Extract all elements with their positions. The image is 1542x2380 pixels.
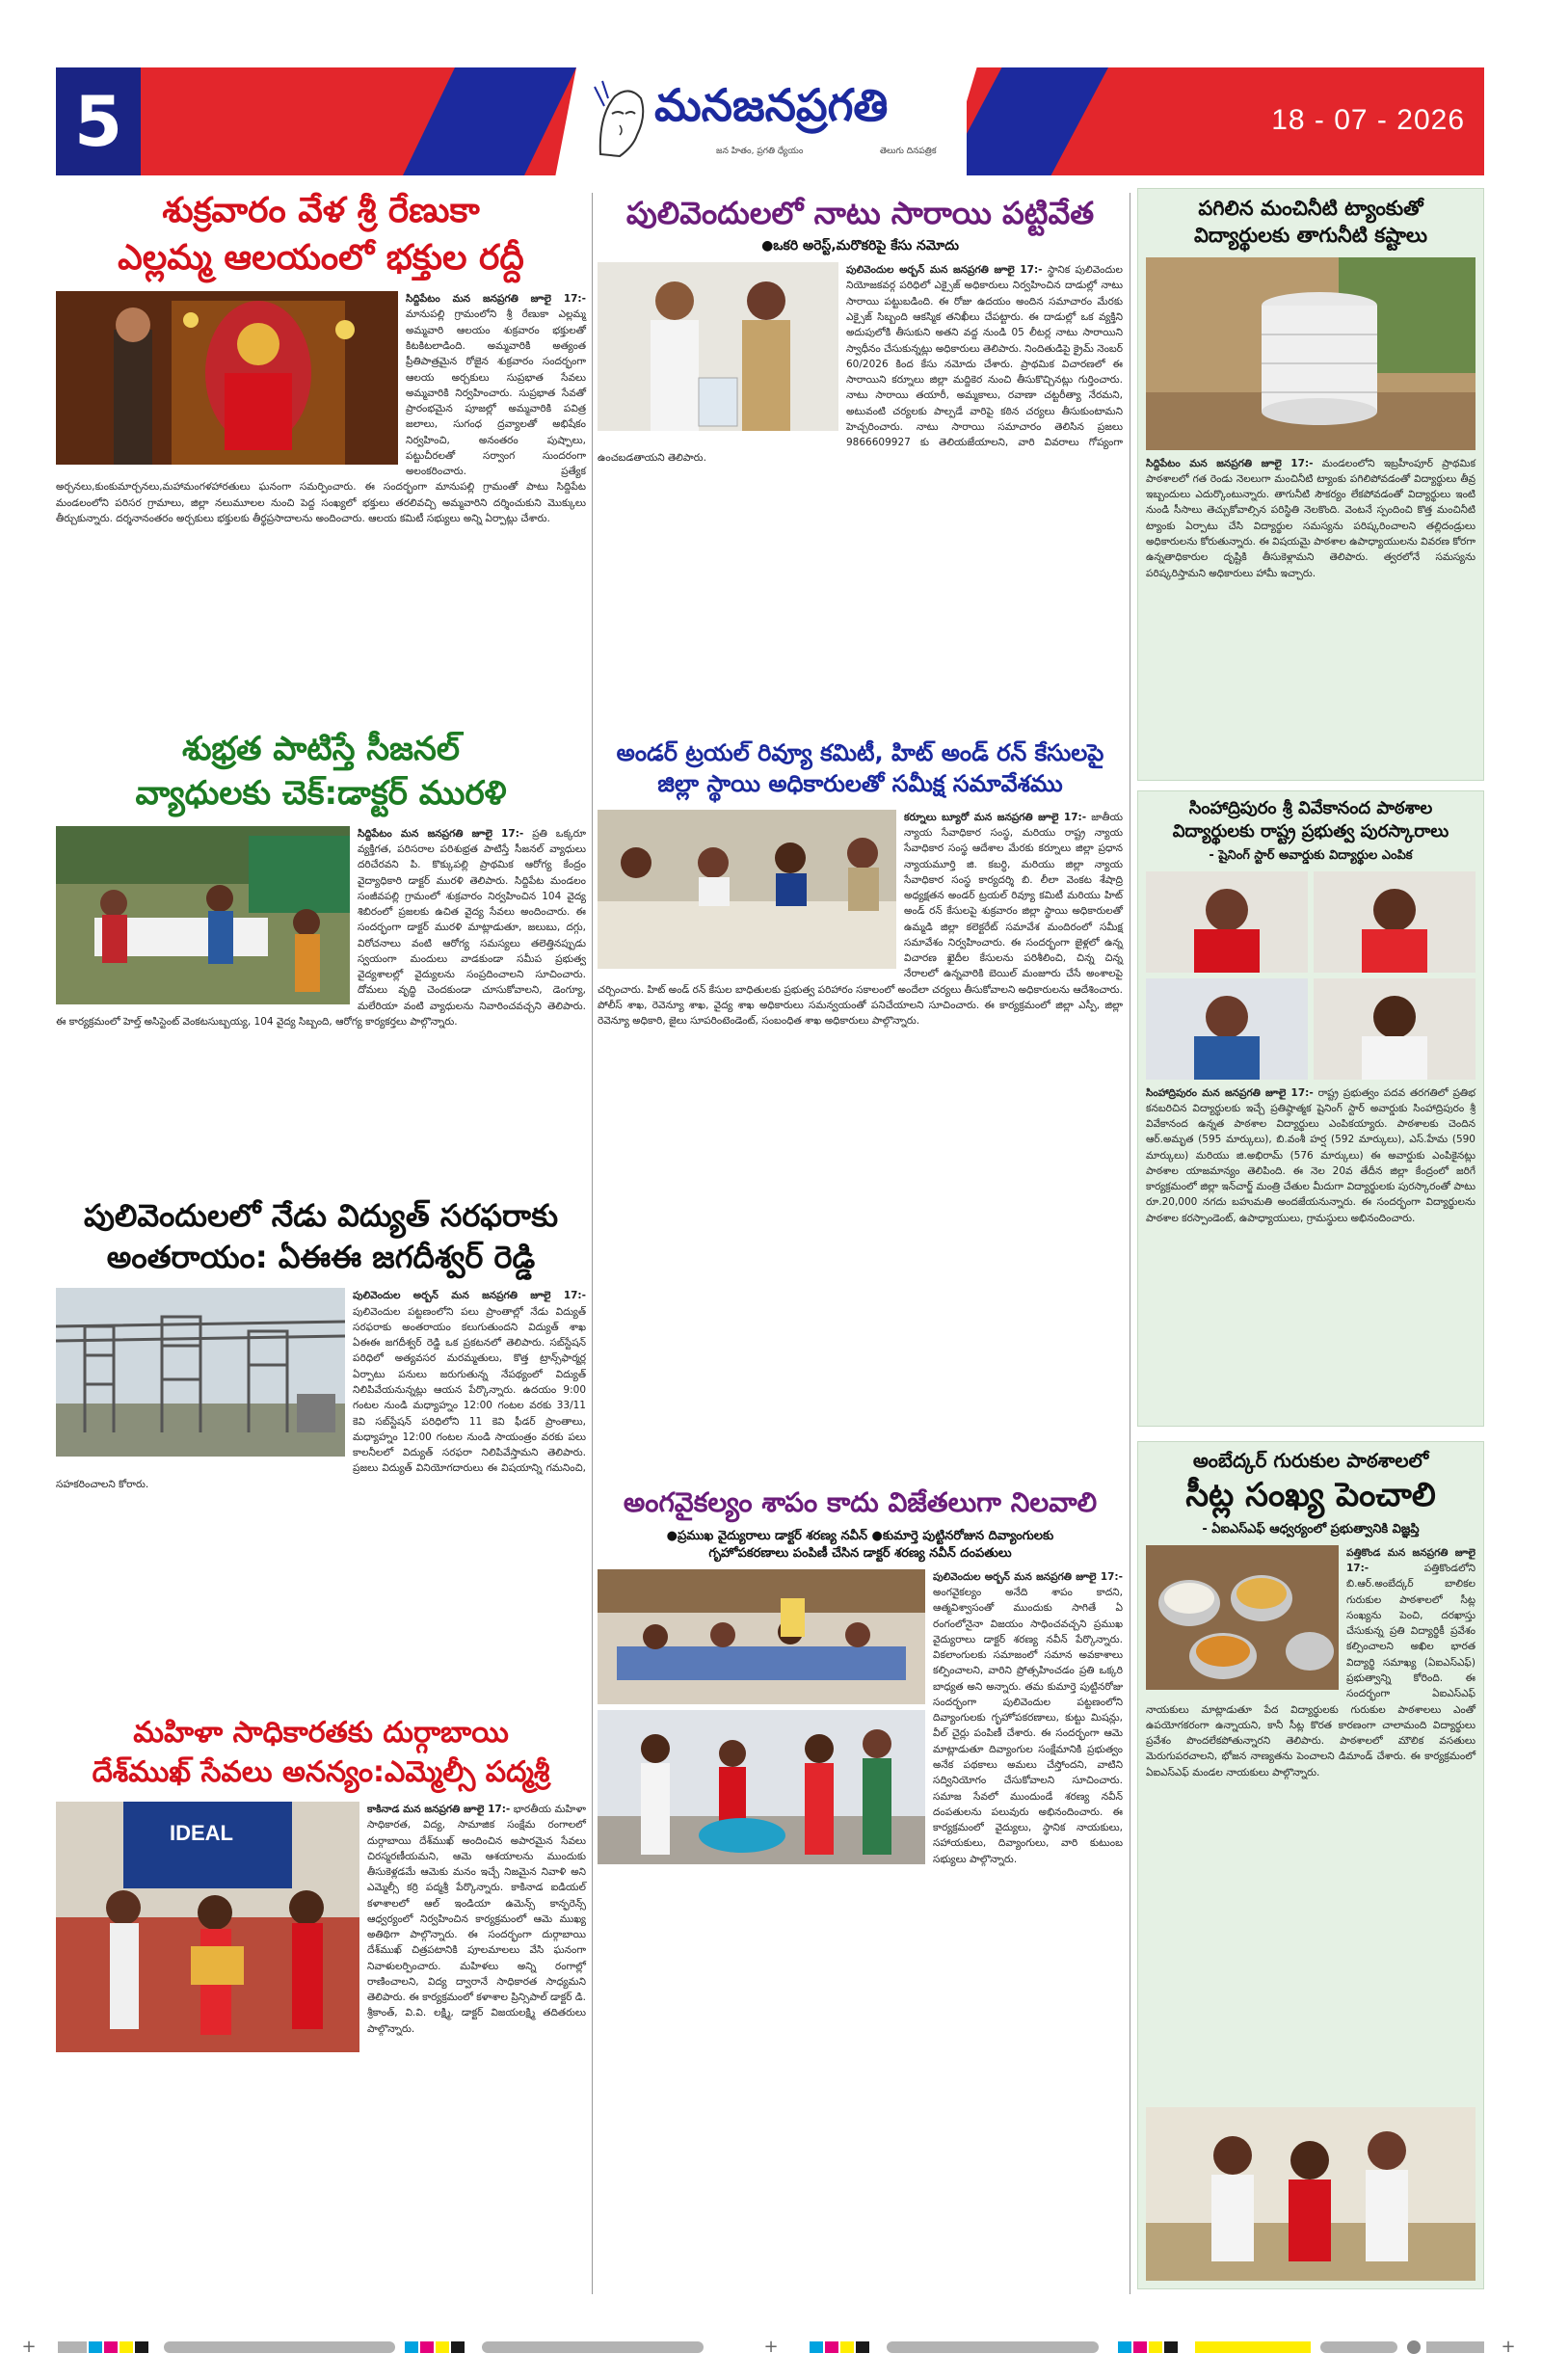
color-swatch — [405, 2341, 418, 2353]
headline — [56, 1195, 586, 1278]
student-photo — [1146, 871, 1308, 973]
masthead — [56, 67, 1484, 175]
issue-date: 18 - 07 - 2026 — [1271, 104, 1465, 136]
story-review-committee — [598, 737, 1123, 1030]
student-photo — [1314, 871, 1476, 973]
headline-line: అంబేద్కర్ గురుకుల పాఠశాలలో — [1192, 1449, 1429, 1472]
student-photo — [1314, 978, 1476, 1080]
power-substation-photo — [56, 1288, 345, 1457]
headline-line: దేశ్‌ముఖ్ సేవలు అనన్యం:ఎమ్మెల్సీ పద్మశ్రీ — [92, 1754, 550, 1789]
color-swatch — [482, 2341, 704, 2353]
event-hall-art — [598, 1569, 925, 1704]
story-text — [1146, 456, 1476, 581]
color-swatch — [120, 2341, 133, 2353]
story-liquor-seizure — [598, 193, 1123, 467]
review-meeting-photo — [598, 810, 896, 969]
dateline: కాకినాడ మన జనప్రగతి జూలై 17:- — [367, 1804, 511, 1815]
subheadline: - ఏఐఎస్ఎఫ్ ఆధ్వర్యంలో ప్రభుత్వానికి విజ్ఞప్తి — [1202, 1521, 1420, 1537]
headline-line: అండర్ ట్రయల్ రివ్యూ కమిటీ, హిట్ అండ్ రన్ కేసులపై — [616, 739, 1104, 766]
temple-photo-art — [56, 291, 398, 465]
color-swatch — [1164, 2341, 1178, 2353]
dateline: సిద్దిపేటం మన జనప్రగతి జూలై 17:- — [358, 827, 524, 840]
headline-line: జిల్లా స్థాయి అధికారులతో సమీక్ష సమావేశము — [657, 770, 1063, 798]
color-swatch — [1118, 2341, 1131, 2353]
health-camp-art — [56, 826, 350, 1004]
story-body-text: మానుపల్లి గ్రామంలోని శ్రీ రేణుకా ఎల్లమ్మ అమ్మవారి ఆలయం శుక్రవారం భక్తులతో కిటకిటలాడింది. అమ్మవారికి అత్యంత ప్రీతిపాత్రమైన రోజైన శుక్రవారం సందర్భంగా ఆలయ అర్చకులు సుప్రభాత సేవలు అమ్మవారికి నిర్వహించారు. సుప్రభాత సేవతో ప్రారంభమైన పూజల్లో అమ్మవారికి పవిత్ర జలాలు, సుగంధ ద్రవ్యాలతో అభిషేకం నిర్వహించి, అనంతరం పుష్పాలు, పట్టుచీరలతో సర్వాంగ సుందరంగా అలంకరించారు. ప్రత్యేక అర్చనలు,కుంకుమార్చనలు,మహామంగళహారతులు ఘనంగా సమర్పించారు. ఈ సందర్భంగా మానుపల్లి గ్రామంతో పాటు సిద్దిపేట మండలంలోని పరిసర గ్రామాలు, జిల్లా నలుమూలల నుంచి పెద్ద సంఖ్యలో భక్తులు తరలివచ్చి అమ్మవారిని దర్శించుకుని మొక్కులు తీర్చుకున్నారు. దర్శనానంతరం అర్చకులు భక్తులకు తీర్థప్రసాదాలను అందించారు. ఆలయ కమిటీ సభ్యులు అన్ని ఏర్పాట్లు చేశారు. — [56, 308, 586, 524]
story-power-outage — [56, 1195, 586, 1492]
headline-line: సీట్ల సంఖ్య పెంచాలి — [1185, 1476, 1436, 1514]
story-body-text: రాష్ట్ర ప్రభుత్వం పదవ తరగతిలో ప్రతిభ కనబరిచిన విద్యార్థులకు ఇచ్చే ప్రతిష్ఠాత్మక షైనింగ్ స్టార్ అవార్డుకు సింహాద్రిపురం శ్రీ వివేకానంద ఉన్నత పాఠశాల విద్యార్థులు ఎంపికయ్యారు. పాఠశాలకు చెందిన ఆర్.అమృత (595 మార్కులు), బి.వంశీ హర్ష (592 మార్కులు), ఎస్.హేమ (590 మార్కులు) మరియు జి.అభిరామ్ (576 మార్కులు) ఈ అవార్డుకు ఎంపికైనట్లు పాఠశాల యాజమాన్యం తెలిపింది. ఈ నెల 20వ తేదీన జిల్లా కేంద్రంలో జరిగే కార్యక్రమంలో జిల్లా ఇన్‌చార్జ్ మంత్రి చేతుల మీదుగా విద్యార్థులకు పురస్కారంతో పాటు రూ.20,000 నగదు బహుమతి అందజేయనున్నారు. ఈ సందర్భంగా విద్యార్థులను పాఠశాల కరస్పాండెంట్, ఉపాధ్యాయులు, గ్రామస్థులు అభినందించారు. — [1146, 1086, 1476, 1224]
color-swatch — [89, 2341, 102, 2353]
dateline: పులివెందుల అర్బన్ మన జనప్రగతి జూలై 17:- — [933, 1570, 1123, 1583]
dining-art — [1146, 2107, 1476, 2281]
story-body — [56, 291, 586, 526]
newspaper-tagline: జన హితం, ప్రగతి ధ్యేయం — [716, 147, 804, 156]
headline: అంగవైకల్యం శాపం కాదు విజేతలుగా నిలవాలి — [623, 1486, 1098, 1518]
headline — [1146, 195, 1476, 250]
color-swatch — [135, 2341, 148, 2353]
water-tank-photo — [1146, 257, 1476, 450]
color-swatch — [1133, 2341, 1147, 2353]
headline-line: మహిళా సాధికారతకు దుర్గాబాయి — [133, 1716, 509, 1750]
page-number: 5 — [56, 67, 141, 175]
headline — [56, 188, 586, 281]
story-gurukul-seats — [1137, 1441, 1484, 2289]
color-swatch — [420, 2341, 434, 2353]
health-camp-photo — [56, 826, 350, 1004]
color-swatch — [1149, 2341, 1162, 2353]
story-body-text: జాతీయ న్యాయ సేవాధికార సంస్థ, మరియు రాష్ట్ర న్యాయ సేవాధికార సంస్థ ఆదేశాల మేరకు కర్నూలు జిల్లా ప్రధాన న్యాయమూర్తి జి. కబర్ధి, మరియు జిల్లా న్యాయ సేవాధికార సంస్థ కార్యదర్శి బి. లీలా వెంకట శేషాద్రి అధ్యక్షతన అండర్ ట్రయల్ రివ్యూ కమిటీ మరియు హిట్ అండ్ రన్ కేసులపై శుక్రవారం జిల్లా స్థాయి అధికారులతో ఉమ్మడి జిల్లా కలెక్టరేట్ సమావేశ మందిరంలో సమీక్ష సమావేశం నిర్వహించారు. ఈ సందర్భంగా జైళ్లలో ఉన్న విచారణ ఖైదీల కేసులను పరిశీలించి, చిన్న చిన్న నేరాలలో ఉన్నవారికి బెయిల్ మంజూరు చేసే అంశాలపై చర్చించారు. హిట్ అండ్ రన్ కేసుల బాధితులకు ప్రభుత్వ పరిహారం సకాలంలో అందేలా చర్యలు తీసుకోవాలని అధికారులను ఆదేశించారు. పోలీస్ శాఖ, రెవెన్యూ శాఖ, వైద్య శాఖ అధికారులు సమన్వయంతో పనిచేయాలని సూచించారు. ఈ కార్యక్రమంలో జిల్లా ఎస్పీ, జిల్లా రెవెన్యూ అధికారి, జైలు సూపరింటెండెంట్, సంబంధిత శాఖ అధికారులు పాల్గొన్నారు. — [598, 811, 1123, 1028]
event-hall-photo — [598, 1569, 925, 1704]
dateline: పత్తికొండ మన జనప్రగతి జూలై 17:- — [1346, 1546, 1476, 1575]
color-swatch — [1195, 2341, 1311, 2353]
dateline: పులివెందుల అర్బన్ మన జనప్రగతి జూలై 17:- — [846, 264, 1043, 277]
masthead-blue-stripe — [403, 67, 576, 175]
print-registration-bar — [19, 2338, 1523, 2357]
headline-line: శుక్రవారం వేళ శ్రీ రేణుకా — [162, 191, 480, 230]
headline — [1146, 1448, 1476, 1518]
story-durgabai-deshmukh — [56, 1714, 586, 2056]
dateline: పులివెందుల అర్బన్ మన జనప్రగతి జూలై 17:- — [353, 1290, 586, 1302]
headline-line: అంతరాయం: ఏఈఈ జగదీశ్వర్ రెడ్డి — [106, 1239, 536, 1276]
headline-line: పగిలిన మంచినీటి ట్యాంకుతో — [1198, 197, 1423, 220]
color-swatch — [887, 2341, 1099, 2353]
story-text — [1146, 1085, 1476, 1226]
arrest-art — [598, 262, 838, 431]
story-temple-crowd — [56, 188, 586, 526]
substation-art — [56, 1288, 345, 1457]
story-disability-not-curse — [598, 1484, 1123, 1868]
newspaper-logo — [591, 67, 967, 175]
meeting-art — [598, 810, 896, 969]
color-swatch — [1426, 2341, 1484, 2353]
newspaper-tagline-secondary: తెలుగు దినపత్రిక — [880, 147, 937, 156]
story-student-awards — [1137, 790, 1484, 1427]
story-body — [1146, 1545, 1476, 1780]
headline-line: ఎల్లమ్మ ఆలయంలో భక్తుల రద్దీ — [118, 237, 524, 278]
student-photo-grid — [1146, 871, 1476, 1080]
color-swatch — [436, 2341, 449, 2353]
food-vessels-art — [1146, 1545, 1339, 1690]
registration-dot-icon — [1407, 2340, 1421, 2354]
headline-line: వ్యాధులకు చెక్:డాక్టర్ మురళి — [135, 773, 507, 813]
excise-arrest-photo — [598, 262, 838, 431]
temple-deity-photo — [56, 291, 398, 465]
dateline: సిద్దిపేటం మన జనప్రగతి జూలై 17:- — [406, 293, 586, 306]
story-broken-water-tank — [1137, 188, 1484, 781]
registration-mark-icon: + — [1501, 2337, 1516, 2357]
story-body — [56, 826, 586, 1030]
story-body-text: పులివెందుల పట్టణంలోని పలు ప్రాంతాల్లో నేడు విద్యుత్ సరఫరాకు అంతరాయం కలుగుతుందని విద్యుత్ శాఖ ఏఈఈ జగదీశ్వర్ రెడ్డి ఒక ప్రకటనలో తెలిపారు. సబ్‌స్టేషన్ పరిధిలో అత్యవసర మరమ్మతులు, కొత్త ట్రాన్స్‌ఫార్మర్ల ఏర్పాటు పనులు జరుగుతున్న నేపథ్యంలో విద్యుత్ నిలిపివేయనున్నట్లు ఆయన పేర్కొన్నారు. ఉదయం 9:00 గంటల నుండి మధ్యాహ్నం 12:00 గంటల వరకు 33/11 కెవి సబ్‌స్టేషన్ పరిధిలోని 11 కెవి ఫీడర్ ప్రాంతాలు, మధ్యాహ్నం 12:00 గంటల నుండి సాయంత్రం వరకు పలు కాలనీలలో విద్యుత్ సరఫరా నిలిపివేస్తామని తెలిపారు. ప్రజలు విద్యుత్ వినియోగదారులు ఈ విషయాన్ని గమనించి, సహకరించాలని కోరారు. — [56, 1305, 586, 1490]
story-body — [56, 1802, 586, 2037]
story-body-text: మండలంలోని ఇబ్రహీంపూర్ ప్రాథమిక పాఠశాలలో గత రెండు నెలలుగా మంచినీటి ట్యాంకు పగిలిపోవడంతో విద్యార్థులు తీవ్ర ఇబ్బందులు ఎదుర్కొంటున్నారు. తాగునీటి సౌకర్యం లేకపోవడంతో విద్యార్థులు ఇంటి నుండి సీసాలు తెచ్చుకోవాల్సిన పరిస్థితి నెలకొంది. వెంటనే స్పందించి కొత్త మంచినీటి ట్యాంకు ఏర్పాటు చేసి విద్యార్థుల సమస్యను పరిష్కరించాలని తల్లిదండ్రులు అధికారులను కోరుతున్నారు. ఈ విషయమై పాఠశాల ఉపాధ్యాయులను వివరణ కోరగా ఉన్నతాధికారుల దృష్టికి తీసుకెళ్లామని తెలిపారు. త్వరలోనే సమస్యను పరిష్కరిస్తామని అధికారులు హామీ ఇచ్చారు. — [1146, 457, 1476, 579]
color-swatch — [810, 2341, 823, 2353]
student-photo — [1146, 978, 1308, 1080]
headline-line: సింహాద్రిపురం శ్రీ వివేకానంద పాఠశాల — [1188, 798, 1433, 818]
story-body-text: ప్రతి ఒక్కరూ వ్యక్తిగత, పరిసరాల పరిశుభ్రత పాటిస్తే సీజనల్ వ్యాధులు దరిచేరవని పి. కొక్కుపల్లి ప్రాథమిక ఆరోగ్య కేంద్రం వైద్యాధికారి డాక్టర్ మురళి తెలిపారు. సిద్దిపేట మండలం సంజీవపల్లి గ్రామంలో శుక్రవారం నిర్వహించిన 104 వైద్య శిబిరంలో ప్రజలకు ఉచిత వైద్య సేవలు అందించారు. ఈ సందర్భంగా డాక్టర్ మురళి మాట్లాడుతూ, జలుబు, దగ్గు, విరోచనాలు వంటి ఆరోగ్య సమస్యలు తలెత్తినప్పుడు స్వయంగా మందులు వాడకుండా సమీప ప్రభుత్వ వైద్యశాలల్లో వైద్యులను సంప్రదించాలని సూచించారు. దోమలు వృద్ధి చెందకుండా చూసుకోవాలని, డెంగ్యూ, మలేరియా వంటి వ్యాధులను నివారించవచ్చని తెలిపారు. ఈ కార్యక్రమంలో హెల్త్ అసిస్టెంట్ వెంకటసుబ్బయ్య, 104 వైద్య సిబ్బంది, ఆరోగ్య కార్యకర్తలు పాల్గొన్నారు. — [56, 827, 586, 1028]
story-body-text: పత్తికొండలోని బి.ఆర్.అంబేద్కర్ బాలికల గురుకుల పాఠశాలలో సీట్ల సంఖ్యను పెంచి, దరఖాస్తు చేసుకున్న ప్రతి విద్యార్థికీ ప్రవేశం కల్పించాలని అఖిల భారత విద్యార్థి సమాఖ్య (ఏఐఎస్ఎఫ్) ప్రభుత్వాన్ని కోరింది. ఈ సందర్భంగా ఏఐఎస్ఎఫ్ నాయకులు మాట్లాడుతూ పేద విద్యార్థులకు గురుకుల పాఠశాలలు ఎంతో ఉపయోగకరంగా ఉన్నాయని, కానీ సీట్ల కొరత కారణంగా చాలామంది విద్యార్థులు ప్రవేశం పొందలేకపోతున్నారని తెలిపారు. పాఠశాలలో మౌలిక వసతులు మెరుగుపరచాలని, భోజన నాణ్యతను పెంచాలని డిమాండ్ చేశారు. ఈ కార్యక్రమంలో ఏఐఎస్ఎఫ్ మండల నాయకులు పాల్గొన్నారు. — [1146, 1563, 1476, 1778]
subheadline-line: గృహోపకరణాలు పంపిణీ చేసిన డాక్టర్ శరణ్య నవీన్ దంపతులు — [708, 1545, 1012, 1561]
subheadline: ●ఒకరి అరెస్ట్,మరొకరిపై కేసు నమోదు — [761, 238, 959, 254]
banner-text: IDEAL — [170, 1821, 233, 1845]
story-body — [598, 1569, 1123, 1867]
portrait-sketch-icon — [591, 77, 649, 164]
headline — [1146, 797, 1476, 844]
subheadline: - షైనింగ్ స్టార్ అవార్డుకు విద్యార్థుల ఎంపిక — [1209, 847, 1413, 863]
subheadline-line: ●ప్రముఖ వైద్యురాలు డాక్టర్ శరణ్య నవీన్ ●కుమార్తె పుట్టినరోజున దివ్యాంగులకు — [666, 1528, 1054, 1543]
column-divider — [592, 193, 593, 2294]
subheadline — [598, 1529, 1123, 1564]
color-swatch — [840, 2341, 854, 2353]
color-swatch — [825, 2341, 838, 2353]
headline — [598, 737, 1123, 800]
story-body — [56, 1288, 586, 1491]
masthead-blue-stripe-right — [944, 67, 1108, 175]
headline: పులివెందులలో నాటు సారాయి పట్టివేత — [625, 195, 1095, 231]
color-swatch — [58, 2341, 87, 2353]
students-dining-photo — [1146, 2107, 1476, 2281]
color-swatch — [104, 2341, 118, 2353]
food-vessels-photo — [1146, 1545, 1339, 1690]
story-body-text: అంగవైకల్యం అనేది శాపం కాదని, ఆత్మవిశ్వాసంతో ముందుకు సాగితే ఏ రంగంలోనైనా విజయం సాధించవచ్చని ప్రముఖ వైద్యురాలు డాక్టర్ శరణ్య నవీన్ పేర్కొన్నారు. వికలాంగులకు సమాజంలో సమాన అవకాశాలు కల్పించాలని, వారిని ప్రోత్సహించడం ప్రతి ఒక్కరి బాధ్యత అని అన్నారు. తమ కుమార్తె పుట్టినరోజు సందర్భంగా పులివెందుల పట్టణంలోని దివ్యాంగులకు గృహోపకరణాలు, కుట్టు మిషన్లు, వీల్ చైర్లు పంపిణీ చేశారు. ఈ సందర్భంగా ఆమె మాట్లాడుతూ దివ్యాంగుల సంక్షేమానికి ప్రభుత్వం అనేక పథకాలు అమలు చేస్తోందని, వాటిని సద్వినియోగం చేసుకోవాలని సూచించారు. సమాజ సేవలో ముందుండే శరణ్య నవీన్ దంపతులను పలువురు అభినందించారు. ఈ కార్యక్రమంలో వైద్యులు, స్థానిక నాయకులు, సహాయకులు, దివ్యాంగులు, వారి కుటుంబ సభ్యులు పాల్గొన్నారు. — [933, 1587, 1123, 1865]
color-swatch — [856, 2341, 869, 2353]
dateline: సిద్దిపేటం మన జనప్రగతి జూలై 17:- — [1146, 457, 1314, 469]
newspaper-title: మనజనప్రగతి — [654, 79, 889, 131]
headline-line: శుభ్రత పాటిస్తే సీజనల్ — [182, 730, 460, 768]
story-seasonal-diseases — [56, 728, 586, 1030]
story-body — [598, 262, 1123, 466]
color-swatch — [1320, 2341, 1397, 2353]
dateline: కర్నూలు బ్యూరో మన జనప్రగతి జూలై 17:- — [904, 811, 1087, 823]
headline-line: పులివెందులలో నేడు విద్యుత్ సరఫరాకు — [83, 1197, 559, 1234]
story-body — [598, 810, 1123, 1030]
headline-line: విద్యార్థులకు తాగునీటి కష్టాలు — [1193, 224, 1428, 248]
family-scooter-art — [598, 1710, 925, 1864]
registration-mark-icon: + — [763, 2337, 779, 2357]
story-body-text: స్థానిక పులివెందుల నియోజకవర్గ పరిధిలో ఎక్సైజ్ అధికారులు నిర్వహించిన దాడుల్లో నాటు సారాయి పట్టుబడింది. ఈ రోజు ఉదయం అందిన సమాచారం మేరకు ఎక్సైజ్ సిబ్బంది ఆకస్మిక తనిఖీలు చేపట్టారు. ఈ దాడుల్లో ఒక వ్యక్తిని అదుపులోకి తీసుకుని అతని వద్ద నుండి 05 లీటర్ల నాటు సారాయిని స్వాధీనం చేసుకున్నట్లు అధికారులు తెలిపారు. నిందితుడిపై క్రైమ్ నెంబర్ 60/2026 కింద కేసు నమోదు చేశారు. ప్రాథమిక విచారణలో ఈ సారాయిని కర్నూలు జిల్లా మద్దికెర నుంచి తీసుకొచ్చినట్లు గుర్తించారు. నాటు సారాయి తయారీ, అమ్మకాలు, రవాణా చట్టరీత్యా నేరమని, అటువంటి చర్యలకు పాల్పడే వారిపై కఠిన చర్యలు తీసుకుంటామని హెచ్చరించారు. నాటు సారాయి సమాచారం తెలిసిన ప్రజలు 9866609927 కు తెలియజేయాలని, వారి వివరాలు గోప్యంగా ఉంచబడతాయని తెలిపారు. — [598, 264, 1123, 465]
color-swatch — [164, 2341, 395, 2353]
color-swatch — [451, 2341, 465, 2353]
dateline: సింహాద్రిపురం మన జనప్రగతి జూలై 17:- — [1146, 1086, 1314, 1099]
headline-line: విద్యార్థులకు రాష్ట్ర ప్రభుత్వ పురస్కారాలు — [1172, 821, 1449, 842]
story-body-text: భారతీయ మహిళా సాధికారత, విద్య, సామాజిక సంక్షేమ రంగాలలో దుర్గాబాయి దేశ్‌ముఖ్ అందించిన అపారమైన సేవలు చిరస్మరణీయమని, ఆమె ఆశయాలను ముందుకు తీసుకెళ్లడమే ఆమెకు మనం ఇచ్చే నిజమైన నివాళి అని ఎమ్మెల్సీ కర్రి పద్మశ్రీ పేర్కొన్నారు. కాకినాడ ఐడియల్ కళాశాలలో ఆల్ ఇండియా ఉమెన్స్ కాన్ఫరెన్స్ ఆధ్వర్యంలో నిర్వహించిన కార్యక్రమంలో ఆమె ముఖ్య అతిథిగా పాల్గొన్నారు. ఈ సందర్భంగా దుర్గాబాయి దేశ్‌ముఖ్ చిత్రపటానికి పూలమాలలు వేసి ఘనంగా నివాళులర్పించారు. మహిళలు అన్ని రంగాల్లో రాణించాలని, విద్య ద్వారానే సాధికారత సాధ్యమని తెలిపారు. ఈ కార్యక్రమంలో కళాశాల ప్రిన్సిపాల్ డాక్టర్ డి. శ్రీకాంత్, వి.వి. లక్ష్మి, డాక్టర్ విజయలక్ష్మి తదితరులు పాల్గొన్నారు. — [367, 1804, 586, 2035]
registration-mark-icon: + — [21, 2337, 37, 2357]
photo-stack — [598, 1569, 925, 1864]
water-tank-art — [1146, 257, 1476, 450]
headline — [56, 728, 586, 816]
women-felicitation-photo — [56, 1802, 359, 2052]
family-scooter-photo — [598, 1710, 925, 1864]
headline — [56, 1714, 586, 1792]
